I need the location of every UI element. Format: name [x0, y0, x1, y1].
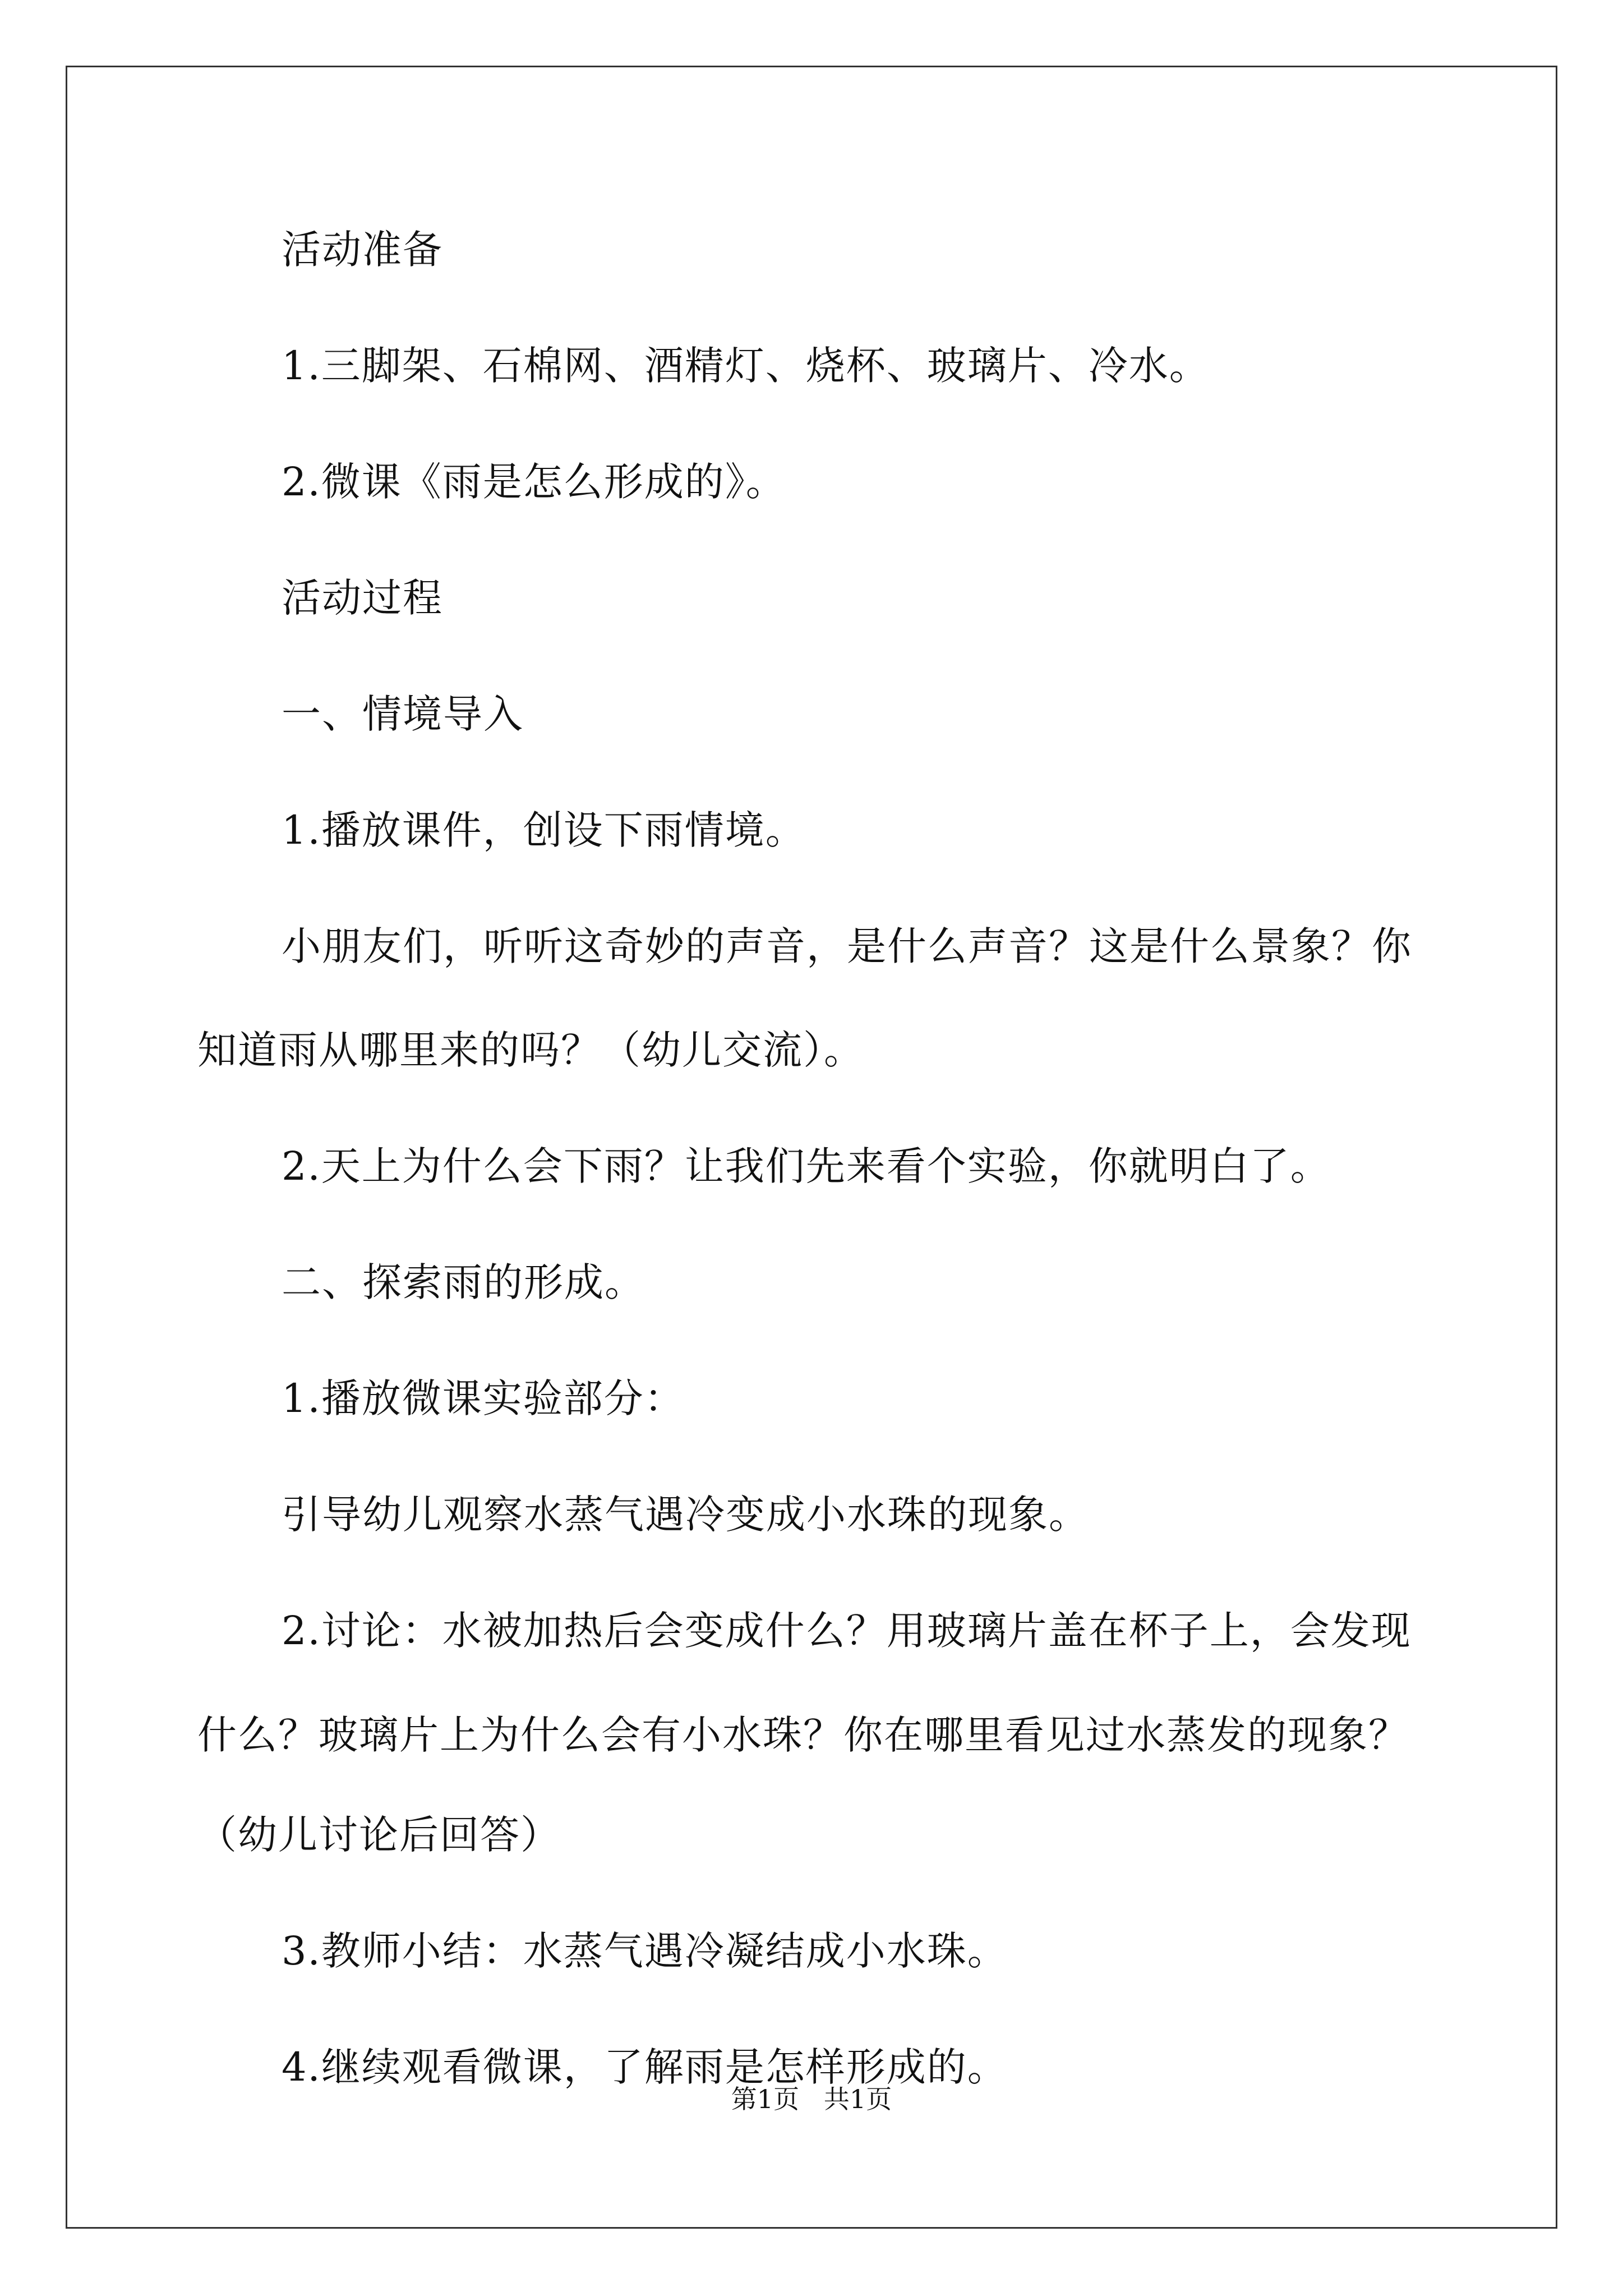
paragraph-continuation: 知道雨从哪里来的吗？（幼儿交流）。	[197, 1027, 864, 1073]
paragraph-continuation: （幼儿讨论后回答）	[197, 1812, 561, 1858]
paragraph: 2.微课《雨是怎么形成的》。	[282, 459, 786, 505]
paragraph: 2.天上为什么会下雨？让我们先来看个实验，你就明白了。	[282, 1143, 1331, 1189]
paragraph: 小朋友们，听听这奇妙的声音，是什么声音？这是什么景象？你	[282, 923, 1412, 969]
paragraph: 1.播放微课实验部分：	[282, 1375, 685, 1421]
paragraph: 3.教师小结：水蒸气遇冷凝结成小水珠。	[282, 1928, 1008, 1974]
paragraph: 引导幼儿观察水蒸气遇冷变成小水珠的现象。	[282, 1492, 1089, 1538]
page-number-footer: 第1页 共1页	[731, 2084, 892, 2114]
paragraph: 1.播放课件，创设下雨情境。	[282, 807, 806, 853]
paragraph: 2.讨论：水被加热后会变成什么？用玻璃片盖在杯子上，会发现	[282, 1608, 1412, 1654]
paragraph: 1.三脚架、石棉网、酒精灯、烧杯、玻璃片、冷水。	[282, 343, 1210, 389]
subsection-heading: 一、情境导入	[282, 691, 524, 737]
subsection-heading: 二、探索雨的形成。	[282, 1259, 645, 1305]
section-heading-preparation: 活动准备	[282, 227, 443, 273]
paragraph: 4.继续观看微课，了解雨是怎样形成的。	[282, 2044, 1008, 2090]
paragraph-continuation: 什么？玻璃片上为什么会有小水珠？你在哪里看见过水蒸发的现象？	[197, 1712, 1409, 1758]
document-body	[66, 66, 1557, 2090]
section-heading-process: 活动过程	[282, 575, 443, 621]
